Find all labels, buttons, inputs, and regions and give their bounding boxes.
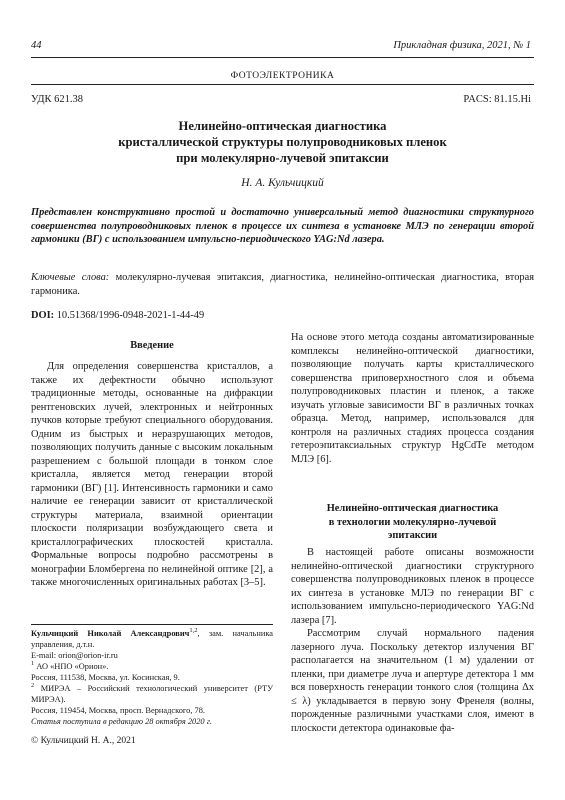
heading-line: эпитаксии [387,530,438,541]
received-date: Статья поступила в редакцию 28 октября 2020 г. [31,717,212,726]
section2-text [291,546,534,735]
pacs-code: PACS: 81.15.Hi [463,94,531,105]
keywords-text: молекулярно-лучевая эпитаксия, диагностика, нелинейно-оптическая диагностика, вторая гармоника. [31,272,534,297]
page-number: 44 [31,40,42,51]
affiliation-1-address: Россия, 111538, Москва, ул. Косинская, 9. [31,673,180,682]
heading-line: Нелинейно-оптическая диагностика [326,503,499,514]
author: Н. А. Кульчицкий [241,177,324,189]
title-line: кристаллической структуры полупроводниковых пленок [118,135,447,149]
abstract: Представлен конструктивно простой и достаточно универсальный метод диагностики структурного совершенства полупроводниковых пленок в процессе их синтеза в установке МЛЭ по генерации второй гармоники (ВГ) с использованием импульсно-периодического YAG:Nd лазера. [31,207,534,246]
affiliation-1: $^1$ АО «НПО «Орион». [31,660,109,671]
author-sup: 1,2 [189,627,198,635]
aff1-sup: 1 [31,660,35,668]
section-title: ФОТОЭЛЕКТРОНИКА [230,71,335,81]
author-full-name: Кульчицкий Николай Александрович [31,629,190,638]
intro-text [31,360,273,590]
doi-label: DOI: [31,310,55,321]
intro-heading: Введение [130,340,174,351]
aff2-sup: 2 [31,682,35,690]
doi-value: 10.51368/1996-0948-2021-1-44-49 [56,310,205,321]
journal-citation: Прикладная физика, 2021, № 1 [393,40,531,51]
affiliation-2-address: Россия, 119454, Москва, просп. Вернадского, 78. [31,706,205,715]
section-rule [31,84,534,85]
heading-line: в технологии молекулярно-лучевой [328,516,497,528]
keywords [31,271,534,298]
section2-heading [291,502,534,543]
paragraph: На основе этого метода созданы автоматизированные комплексы нелинейно-оптической диагностики, позволяющие получать карты кристаллического совершенства приповерхностного слоя и объема полупроводниковых пластин и пленок, а также изучать угловые зависимости ВГ в различных точках образца. Метод, например, использовался для контроля на различных стадиях процесса создания гетероэпитаксиальных структур HgCdTe методом МЛЭ [6]. [291,332,534,465]
title-line: при молекулярно-лучевой эпитаксии [176,151,389,165]
footnotes [31,628,273,727]
article-title [60,118,505,166]
affiliation-2: $^2$ МИРЭА – Российский технологический университет (РТУ МИРЭА). [31,682,273,704]
udk-code: УДК 621.38 [31,94,84,105]
author-email: E-mail: orion@orion-ir.ru [31,651,118,660]
author-role: , зам. начальника управления, д.т.н. [31,629,273,649]
doi [31,310,204,321]
author-footnote [31,628,273,650]
copyright: © Кульчицкий Н. А., 2021 [31,736,136,746]
paragraph: Для определения совершенства кристаллов, а также их дефектности обычно используют традиционные методы, основанные на дифракции рентгеновских лучей, электронных и нейтронных пучков которые требуют специального оборудования. Одним из быстрых и неразрушающих методов, позволяющих получить данные с высоким локальным разрешением с большой площади в тонком слое кристалла, является метод генерации второй гармоники (ВГ) [1]. Интенсивность гармоники и само наличие ее генерации зависит от кристаллической структуры материала, взаимной ориентации плоскости поляризации возбуждающего света и кристаллографических плоскостей кристалла. Формальные вопросы подробно рассмотрены в монографии Бломбергена по нелинейной оптике [2], а также многочисленных оригинальных работах [3–5]. [31,361,273,588]
keywords-label: Ключевые слова: [31,272,110,283]
right-column-text [291,331,534,466]
footnote-rule [31,624,273,625]
header-rule [31,57,534,58]
paragraph: В настоящей работе описаны возможности нелинейно-оптической диагностики структурного совершенства полупроводниковых пленок в процессе их синтеза в установке МЛЭ по генерации ВГ с использованием импульсно-периодического YAG:Nd лазера [7]. [291,547,534,626]
paragraph: Рассмотрим случай нормального падения лазерного луча. Поскольку детектор излучения ВГ располагается на значительном (1 м) удалении от пленки, при диаметре луча и апертуре детектора 1 мм вся поверхность генерации тонкого слоя (толщина Δx ≤ λ) укладывается в первую зону Френеля (волны, порожденные различными участками слоя, имеют в плоскости детектора одинаковые фа- [291,628,534,734]
title-line: Нелинейно-оптическая диагностика [178,119,387,133]
